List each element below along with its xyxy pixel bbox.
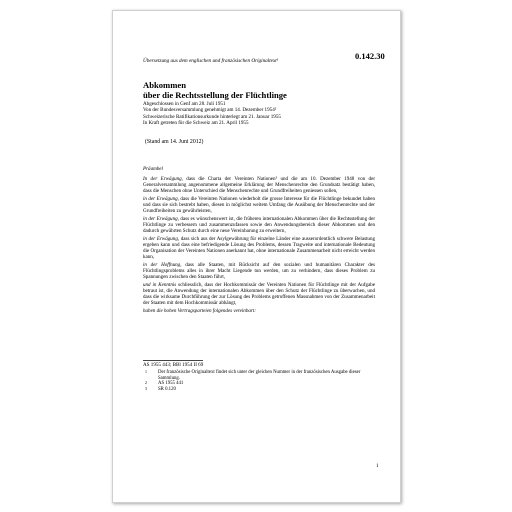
document-meta xyxy=(143,101,281,126)
preamble-paragraph xyxy=(143,262,375,280)
paragraph-text: dass die Charta der Vereinten Nationen³ und die am 10. Dezember 1948 von der Generalversammlung angenommene allgemeine Erklärung der Menschenrechte den Grundsatz bestätigt haben, dass die Menschen ohne Unterschied die Menschenrechte und Grundfreiheiten geniessen sollen, xyxy=(143,176,375,194)
title-line-2: über die Rechtsstellung der Flüchtlinge xyxy=(143,90,287,100)
meta-line: In Kraft getreten für die Schweiz am 21. April 1955 xyxy=(143,119,249,126)
meta-line: Abgeschlossen in Genf am 28. Juli 1951 xyxy=(143,101,226,107)
meta-line: Von der Bundesversammlung genehmigt am 14. Dezember 1954² xyxy=(143,107,277,114)
footnote-text: Der französische Originaltext findet sich unter der gleichen Nummer in der französischen Ausgabe dieser Sammlung. xyxy=(158,370,361,381)
document-number: 0.142.30 xyxy=(355,51,385,61)
paragraph-lead: in der Erwägung, xyxy=(143,196,179,202)
page-number: 1 xyxy=(376,463,379,469)
paragraph-text: dass es wünschenswert ist, die früheren internationalen Abkommen über die Rechtsstellung der Flüchtlinge zu verbessern und zusammenzufassen sowie den Anwendungsbereich dieser Abkommen und den dadurch gewährten Schutz durch eine neue Vereinbarung zu erweitern, xyxy=(143,216,376,234)
document-body xyxy=(143,166,375,316)
footnote-text: SR 0.120 xyxy=(158,386,176,392)
preamble-paragraph xyxy=(143,196,375,214)
document-page xyxy=(112,10,401,503)
preamble-paragraph xyxy=(143,236,375,260)
paragraph-text: dass alle Staaten, mit Rücksicht auf den sozialen und humanitären Charakter des Flüchtlingsproblems alles in ihrer Macht Liegende tun werden, um zu verhindern, dass dieses Problem zu Spannungen zwischen den Staaten führt, xyxy=(143,262,375,280)
preamble-heading: Präambel xyxy=(143,166,163,172)
meta-line: Schweizerische Ratifikationsurkunde hinterlegt am 21. Januar 1955 xyxy=(143,113,281,120)
translation-note: Übersetzung aus dem englischen und französischen Originaltext¹ xyxy=(143,58,279,64)
footnote xyxy=(143,370,375,381)
paragraph-lead: und in Kenntnis xyxy=(143,282,177,288)
source-reference: AS 1955 443; BBl 1954 II 69 xyxy=(143,362,204,368)
closing-line: haben die hohen Vertragsparteien folgendes vereinbart: xyxy=(143,308,256,314)
paragraph-text: schliesslich, dass der Hochkommissär der Vereinten Nationen für Flüchtlinge mit der Aufgabe betraut ist, die Anwendung der internationalen Abkommen über den Schutz der Flüchtlinge zu überwachen, und dass die wirksame Durchführung der zur Lösung des Problems getroffenen Massnahmen von der Zusammenarbeit der Staaten mit dem Hochkommissär abhängt, xyxy=(143,282,375,306)
paragraph-lead: In der Erwägung, xyxy=(143,176,183,182)
preamble-paragraph xyxy=(143,176,375,194)
title-line-1: Abkommen xyxy=(143,80,186,90)
paragraph-lead: in der Hoffnung, xyxy=(143,262,182,268)
paragraph-lead: in der Erwägung, xyxy=(143,216,179,222)
footnote-mark: 1 xyxy=(145,370,147,374)
preamble-paragraph xyxy=(143,282,375,306)
footnote-divider xyxy=(143,360,203,361)
preamble-paragraph xyxy=(143,216,375,234)
footnote-mark: 3 xyxy=(145,386,147,391)
footnotes xyxy=(143,370,375,392)
footnote xyxy=(143,387,375,393)
paragraph-lead: in der Erwägung, xyxy=(143,236,180,242)
status-date: (Stand am 14. Juni 2012) xyxy=(145,139,204,145)
footnote-text: AS 1955 441 xyxy=(158,381,184,387)
paragraph-text: dass die Vereinten Nationen wiederholt die grosse Interesse für die Flüchtlinge bekundet haben und dass sie sich bestrebt haben, diesen in möglichst weitem Umfang die Ausübung der Menschenrechte und der Grundfreiheiten zu gewährleisten, xyxy=(143,196,375,214)
paragraph-text: dass sich aus der Asylgewährung für einzelne Länder eine ausserordentlich schwere Belastung ergeben kann und dass eine befriedigende Lösung des Problems, dessen Tragweite und internationale Bedeutung die Organisation der Vereinten Nationen anerkannt hat, ohne internationale Zusammenarbeit nicht erreicht werden kann, xyxy=(143,236,376,260)
footnote-mark: 2 xyxy=(145,381,147,386)
document-title xyxy=(143,80,287,100)
